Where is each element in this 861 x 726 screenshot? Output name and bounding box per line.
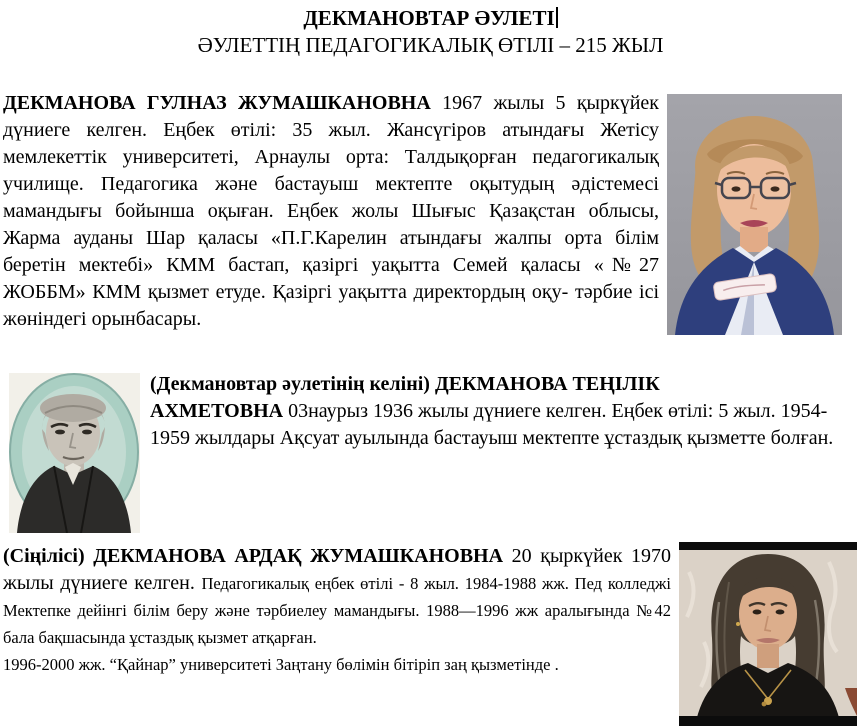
person2-name-line2: АХМЕТОВНА — [150, 400, 284, 422]
person1-bio: 1967 жылы 5 қыркүйек дүниеге келген. Еңбек өтілі: 35 жыл. Жансүгіров атындағы Жетісу мемлекеттік университеті, Арнаулы орта: Талдықорған педагогикалық училище. Педагогика және бастауыш мектепте оқытудың әдістемесі мамандығы бойынша оқыған. Еңбек жолы Шығыс Қазақстан облысы, Жарма ауданы Шар қаласы «П.Г.Карелин атындағы жалпы орта білім беретін мектебі» КММ бастап, қазіргі уақытта Семей қаласы «№27 ЖОББМ» КММ қызмет етуде. Қазіргі уақытта директордың оқу- тәрбие ісі жөніндегі орынбасары. — [3, 92, 660, 330]
person3-name: (Сіңілісі) ДЕКМАНОВА АРДАҚ ЖУМАШКАНОВНА — [3, 545, 504, 567]
text-cursor — [556, 7, 558, 28]
person2-photo — [9, 373, 140, 533]
person2-bio: 03наурыз 1936 жылы дүниеге келген. Еңбек өтілі: 5 жыл. 1954-1959 жылдары Ақсуат ауылында бастауыш мектепте ұстаздық қызметте болған. — [150, 400, 834, 449]
page-title: ДЕКМАНОВТАР ӘУЛЕТІ — [303, 6, 555, 30]
person3-photo — [679, 542, 857, 726]
person3-paragraph — [3, 543, 671, 678]
person1-name: ДЕКМАНОВА ГУЛНАЗ ЖУМАШКАНОВНА — [3, 92, 431, 114]
person1-photo — [667, 94, 842, 335]
elderly-woman-oval-portrait-image — [9, 373, 140, 533]
person3-bio-large: 20 қыркүйек 1970 жылы дүниеге келген. — [3, 545, 672, 594]
document-header — [0, 5, 861, 59]
person3-bio-small: Педагогикалық еңбек өтілі - 8 жыл. 1984-1988 жж. Пед колледжі Мектепке дейінгі білім беру және тәрбиелеу мамандығы. 1988—1996 жж аралығында №42 бала бақшасында ұстаздық қызмет атқарған. — [3, 574, 671, 647]
woman-black-top-portrait-image — [679, 542, 857, 726]
person2-name-line1: (Декмановтар әулетінің келіні) ДЕКМАНОВА ТЕҢІЛІК — [150, 373, 660, 395]
person1-paragraph — [3, 90, 659, 333]
document-subtitle: ӘУЛЕТТІҢ ПЕДАГОГИКАЛЫҚ ӨТІЛІ – 215 ЖЫЛ — [197, 33, 664, 57]
document-title-line — [0, 5, 861, 32]
person3-bio-line2: 1996-2000 жж. “Қайнар” университеті Заңтану бөлімін бітіріп заң қызметінде . — [3, 655, 559, 674]
woman-glasses-portrait-image — [667, 94, 842, 335]
person2-paragraph — [150, 371, 861, 452]
